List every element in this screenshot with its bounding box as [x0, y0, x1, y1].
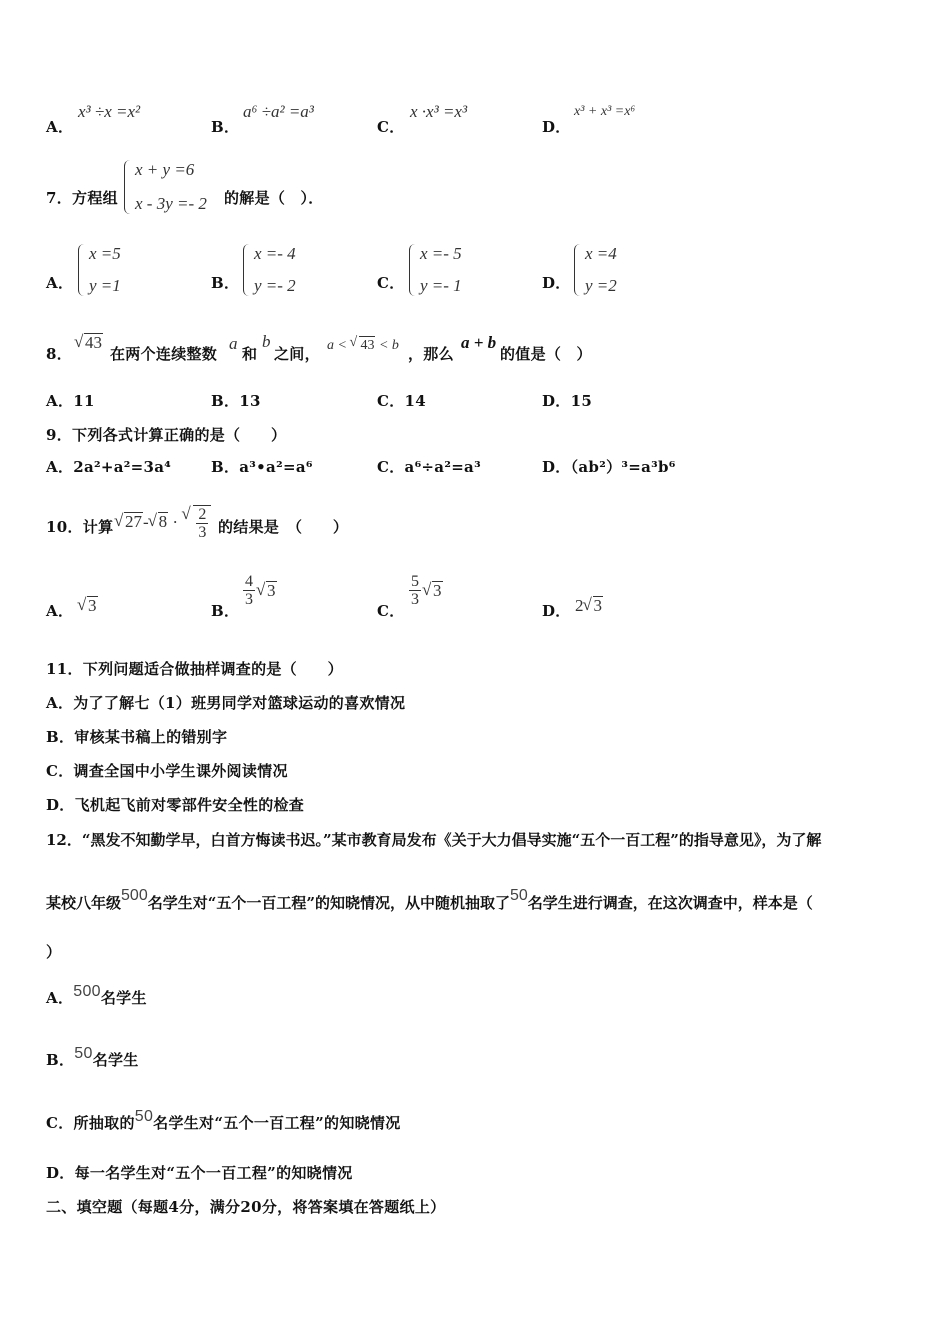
q8-ineq-radicand: 43 — [360, 338, 375, 353]
q7-system-line1: x + y =6 — [135, 160, 195, 179]
q7-option-a-label: A． — [46, 274, 74, 292]
q12-option-b-text: 名学生 — [92, 1051, 139, 1069]
q12-line2 — [46, 887, 813, 913]
q10-expression — [115, 505, 211, 541]
q12-line2-b: 名学生对“五个一百工程”的知晓情况，从中随机抽取了 — [147, 894, 510, 912]
q12-option-c-number: 50 — [134, 1108, 154, 1125]
q7-option-c-system — [409, 244, 462, 296]
q8-option-a-value: 11 — [73, 392, 95, 410]
q7-option-b-system — [243, 244, 296, 296]
q8-ineq-right: < b — [378, 338, 399, 353]
q8-ineq-left: a < — [327, 338, 347, 353]
q8-inequality — [327, 336, 399, 355]
q8-radicand: 43 — [85, 333, 102, 352]
q8-text5: 的值是（ ） — [500, 345, 592, 363]
q8-option-d-label: D． — [542, 392, 571, 410]
q10-option-a-label: A． — [46, 602, 74, 620]
q7-option-a-line1: x =5 — [89, 244, 121, 263]
q11-option-d: D．飞机起飞前对零部件安全性的检查 — [46, 796, 305, 814]
q9-option-c-label: C． — [377, 458, 405, 476]
q10-option-c-den: 3 — [411, 591, 419, 608]
q7-option-b-brace — [243, 244, 250, 296]
q8-sqrt-43 — [75, 333, 103, 353]
q8-text1: 在两个连续整数 — [110, 345, 218, 363]
q7-option-a-brace — [78, 244, 85, 296]
q7-number: 7．方程组 — [46, 189, 118, 207]
q8-number: 8． — [46, 345, 73, 363]
q7-option-a-line2: y =1 — [89, 276, 121, 295]
q6-option-d-expr: x³ + x³ =x⁶ — [574, 104, 636, 119]
q8-option-c-value: 14 — [404, 392, 427, 410]
q6-option-d-label: D． — [542, 118, 571, 136]
q12-option-b-label: B． — [46, 1051, 75, 1069]
q12-option-b — [46, 1045, 139, 1070]
q6-option-c-label: C． — [377, 118, 405, 136]
q10-option-b-value — [241, 573, 277, 608]
q11-option-a: A．为了了解七（1）班男同学对篮球运动的喜欢情况 — [46, 694, 406, 712]
q8-option-a — [46, 390, 95, 411]
q10-option-b-num: 4 — [245, 573, 253, 590]
q9-option-d-label: D． — [542, 458, 571, 476]
q10-frac-num: √ 2 — [198, 506, 207, 523]
q10-option-c-value — [407, 573, 443, 608]
q8-option-b — [211, 390, 261, 411]
q7-option-b-label: B． — [211, 274, 240, 292]
q7-option-c-line1: x =- 5 — [420, 244, 462, 263]
q12-option-d: D．每一名学生对“五个一百工程”的知晓情况 — [46, 1164, 353, 1182]
q7-option-d-system — [574, 244, 617, 296]
q8-var-a: a — [229, 334, 238, 353]
q7-equation-system — [124, 160, 207, 214]
q11-stem: 11．下列问题适合做抽样调查的是（ ） — [46, 660, 343, 678]
q12-line1: 12．“黑发不知勤学早，白首方悔读书迟。”某市教育局发布《关于大力倡导实施“五个一百工程”的指导意见》，为了解 — [46, 831, 822, 849]
q10-suffix: 的结果是 （ ） — [218, 518, 349, 536]
q6-option-a-expr: x³ ÷x =x² — [78, 102, 141, 121]
q12-line3: ） — [46, 943, 62, 961]
q12-line2-c: 名学生进行调查，在这次调查中，样本是（ — [527, 894, 813, 912]
q7-option-d-label: D． — [542, 274, 571, 292]
q10-option-a-value — [78, 596, 98, 616]
q7-option-a-system — [78, 244, 121, 296]
q7-option-b-line2: y =- 2 — [254, 276, 296, 295]
q11-option-b: B．审核某书稿上的错别字 — [46, 728, 228, 746]
q12-option-a-number: 500 — [73, 983, 101, 1000]
q8-text3: 之间， — [274, 345, 320, 363]
q9-option-a — [46, 456, 171, 477]
q10-option-c-radicand: 3 — [433, 580, 442, 600]
q7-system-brace — [124, 160, 131, 214]
q7-option-d-line2: y =2 — [585, 276, 617, 295]
q10-option-b-den: 3 — [245, 591, 253, 608]
q9-option-a-label: A． — [46, 458, 74, 476]
q8-sum: a + b — [461, 333, 497, 352]
q7-option-d-line1: x =4 — [585, 244, 617, 263]
q10-option-d-value — [575, 596, 603, 616]
q10-option-d-label: D． — [542, 602, 571, 620]
q7-option-d-brace — [574, 244, 581, 296]
q10-option-d-coef: 2 — [575, 596, 584, 615]
q10-option-b-radicand: 3 — [267, 580, 276, 600]
q12-option-b-number: 50 — [74, 1045, 93, 1062]
q12-number-500: 500 — [121, 887, 148, 904]
q12-option-a-label: A． — [46, 989, 74, 1007]
q10-minus: - — [143, 512, 149, 532]
q7-system-line2: x - 3y =- 2 — [135, 194, 207, 213]
q12-option-a — [46, 983, 147, 1008]
q7-option-c-label: C． — [377, 274, 405, 292]
q10-option-a-radicand: 3 — [88, 596, 97, 615]
q6-option-c-expr: x ·x³ =x³ — [410, 102, 468, 121]
q8-text2: 和 — [242, 345, 258, 363]
q8-option-d-value: 15 — [570, 392, 593, 410]
q11-option-c: C．调查全国中小学生课外阅读情况 — [46, 762, 288, 780]
q8-option-a-label: A． — [46, 392, 74, 410]
q9-option-a-text: 2a²+a²=3a⁴ — [73, 458, 172, 476]
q8-option-d — [542, 390, 592, 411]
q9-option-c-text: a⁶÷a²=a³ — [404, 458, 481, 476]
q12-number-50: 50 — [509, 887, 528, 904]
q7-suffix: 的解是（ ）． — [224, 189, 324, 207]
q10-radicand-2: 8 — [158, 512, 168, 532]
q8-var-b: b — [262, 332, 271, 351]
q10-option-c-num: 5 — [411, 573, 419, 590]
q9-option-c — [377, 456, 481, 477]
q10-option-d-radicand: 3 — [593, 596, 602, 615]
q12-option-a-text: 名学生 — [100, 989, 147, 1007]
q9-stem: 9．下列各式计算正确的是（ ） — [46, 426, 287, 444]
q10-frac-den: 3 — [198, 524, 207, 541]
q8-option-b-value: 13 — [239, 392, 261, 410]
q12-option-c-text: 名学生对“五个一百工程”的知晓情况 — [153, 1114, 401, 1132]
q9-option-b — [211, 456, 313, 477]
q12-line2-a: 某校八年级 — [46, 894, 122, 912]
q10-option-b-label: B． — [211, 602, 240, 620]
q8-option-b-label: B． — [211, 392, 240, 410]
q12-option-c — [46, 1108, 401, 1133]
q9-option-d — [542, 456, 676, 477]
q12-option-c-label: C．所抽取的 — [46, 1114, 135, 1132]
q10-radicand-1: 27 — [125, 512, 142, 532]
q10-dot: · — [172, 512, 179, 532]
q6-option-b-label: B． — [211, 118, 240, 136]
q9-option-b-label: B． — [211, 458, 240, 476]
q8-text4: ，那么 — [408, 345, 454, 363]
q7-option-c-line2: y =- 1 — [420, 276, 462, 295]
q6-option-b-expr: a⁶ ÷a² =a³ — [243, 102, 314, 121]
q7-option-b-line1: x =- 4 — [254, 244, 296, 263]
q6-option-a-label: A． — [46, 118, 74, 136]
q10-option-c-label: C． — [377, 602, 405, 620]
q9-option-d-text: （ab²）³=a³b⁶ — [570, 458, 676, 476]
q9-option-b-text: a³•a²=a⁶ — [239, 458, 313, 476]
q10-number: 10．计算 — [46, 518, 114, 536]
q8-option-c — [377, 390, 426, 411]
section2-title: 二、填空题（每题4分，满分20分，将答案填在答题纸上） — [46, 1198, 446, 1216]
q7-option-c-brace — [409, 244, 416, 296]
q8-option-c-label: C． — [377, 392, 405, 410]
